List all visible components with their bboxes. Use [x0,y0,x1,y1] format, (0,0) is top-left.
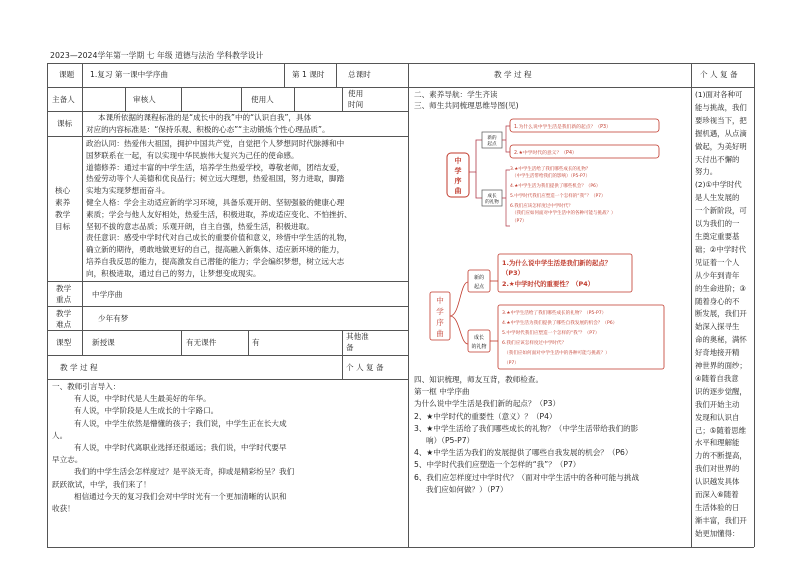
document-title: 2023—2024学年第一学期 七 年级 道德与法治 学科教学设计 [50,51,264,60]
map1-center-ch3: 序 [454,177,462,185]
map1-item5: 5.中学时代我们应塑造一个怎样的“我”？（P7） [510,194,606,199]
map1-center-ch4: 曲 [454,187,462,195]
map2-item2c: 5.中学时代我们应塑造一个怎样的“我”？（P7） [502,331,600,336]
map1-item4: 4.★中学生活为我们提供了哪些机会？（P6） [510,184,601,189]
process-header: 教 学 过 程 [494,70,532,79]
bottom-process-header: 教 学 过 程 [60,363,98,372]
course-type-label: 课型 [56,338,72,347]
intro-title: 一、教师引言导入： [52,382,121,391]
map1-branch2-b: 的礼物 [485,200,499,205]
personal-notes: (1)面对各种可 能与挑战，我们 要珍视当下，把 握机遇，从点滴 做起，为美好明 天付出不懈的 努力。 (2)①中学时代 是人生发展的 一个新阶段，可 以为我们的一 生奠定重要基 础；②中学时代 见证着一个人 从少年到青年 的生命进阶；③ 随着身心的不 断发展，我们开 始深入探寻生 命的奥秘，满怀 好奇地接开精 神世界的面纱； ④随着自我意 识的逐步觉醒， 我们开始主动 发现和认识自 己；⑤随着思维 水平和理解能 力的不断提高， 我们对世界的 认识越发具体 而深入⑥随着 生活体验的日 渐丰富，我们开 始更加懂得： [695,90,747,538]
map2-item1b: （P3） [502,269,524,277]
map2-branch2-b: 的礼物 [471,344,487,350]
map1-branch2-a: 成长 [487,194,497,199]
map1-item6c: （P7） [512,219,527,224]
other-prep-label-1: 其他准 [346,332,369,341]
map2-item1c: 2.★中学时代的重要性？（P4） [502,280,595,288]
map1-center-ch1: 中 [454,157,462,165]
intro-section: 一、教师引言导入： 有人说，中学时代是人生最美好的年华。 有人说，中学阶段是人生成长的十字路口。 有人说，中学生依然是懵懂的孩子；我们说，中学生正在长大成 人。 有人说，中学时代离职业选择还很遥远；我们说，中学时代要早 早立志。 我们的中学生活会怎样度过？是平淡无奇，抑或是精彩纷呈？我们 跃跃欲试，中学，我们来了！ 相信通过今天的复习我们会对中学时光有一个更加清晰的认识和 收获！ [52,382,295,514]
difficulty-label-1: 教学 [56,309,72,318]
map2-item2d: 6.我们应该怎样度过中学时代？ [502,341,567,346]
map2-center-ch1: 中 [436,296,444,305]
core-text: 政治认同：热爱伟大祖国，拥护中国共产党，自觉把个人梦想同时代脉搏和中 国梦联系在一起，有以实现中华民族伟大复兴为己任的使命感。 道德修养：通过丰富的中学生活，培养学生热爱学校，尊敬老师，团结友爱， 热爱劳动等个人美德和优良品行；树立远大理想，热爱祖国，努力进取，脚踏 实地为实现梦想而奋斗。 健全人格：学会主动适应新的学习环境，具备乐观开朗、坚韧强毅的健康心理 素质；学会与他人友好相处，热爱生活，积极进取，养成适应变化、不怕挫折、 坚韧不拔的意志品质；乐观开朗，自主自强，热爱生活，积极进取。 责任意识：感受中学时代对自己成长的重要价值和意义，珍惜中学生活的礼物， 确立新的期待，勇敢地做更好的自己，提高融入新集体、适应新环境的能力， 培养自我反思的能力，提高激发自己潜能的能力；学会编织梦想，树立远大志 向，积极进取，通过自己的努力，让梦想变成现实。 [86,139,352,278]
bottom-personal-header: 个 人 复 备 [346,363,384,372]
map2-item1a: 1.为什么说中学生活是我们新的起点？ [502,259,612,267]
map2-item2b: 4.★中学生活为我们提供了哪些自我发展的机会？（P6） [502,321,618,326]
courseware-value: 有 [252,338,260,347]
course-type-value: 新授课 [92,338,115,347]
topic-label: 课题 [59,70,75,79]
map2-item2f: （P7） [504,361,519,366]
map1-item2: 2.★中学时代的意义？（P4） [514,151,577,156]
preparer-label: 主备人 [52,95,75,104]
total-lessons-label: 总课时 [348,70,371,79]
reviewer-label: 审核人 [133,95,156,104]
lesson-count: 第 1 课时 [292,70,325,79]
map1-center-ch2: 学 [454,167,462,175]
difficulty-label-2: 难点 [56,320,72,329]
map2-item2a: 3.★中学生活给了我们哪些成长的礼物？（P5-P7） [502,311,607,316]
user-label: 使用人 [251,95,274,104]
standard-text: 本课所依据的课程标准的是“成长中的我”中的“认识自我”，具体 对应的内容标准是：“保持乐观、积极的心态”“主动锻炼个性心理品质”。 [86,113,330,134]
map1-item6b: （我们应如何面对中学生活中的各种可能与挑战？） [512,211,616,216]
map2-item2e: （我们应如何面对中学生活中的各种可能与挑战？） [504,351,610,356]
map1-item6a: 6.我们应该怎样度过中学时代？ [510,204,573,209]
mind-map-2 [428,248,674,372]
map1-item3b: （中学生活带给我们的影响）（P5-P7） [512,174,591,179]
core-label: 核心 素养 教学 目标 [55,186,71,231]
map2-branch1-b: 起点 [473,284,485,290]
other-prep-label-2: 备 [346,343,354,352]
map2-center-ch4: 曲 [436,329,444,338]
key-point-label-2: 重点 [56,295,72,304]
frame-title: 第一框 中学序曲 [414,387,470,397]
mind-map-1 [444,112,662,230]
personal-header: 个 人 复 备 [700,70,738,79]
map1-branch1-a: 新的 [487,136,497,141]
use-time-label-1: 使用 [348,89,364,98]
topic-value: 1.复习 第一课中学序曲 [90,70,169,79]
map2-center-ch3: 序 [436,318,444,327]
key-point-label-1: 教学 [56,284,72,293]
section-3-mindmap: 三、师生共同梳理思维导图(见) [414,101,519,110]
map1-item3a: 3.★中学生活给了我们哪些成长的礼物？ [510,167,591,172]
knowledge-review: 四、知识梳理，师友互背，教师检查。 第一框 中学序曲 为什么说中学生活是我们新的起点？（P3） 2、★中学时代的重要性（意义）？（P4） 3、★中学生活给了我们哪些成长的礼物？（中学生活带给我们的影 响）（P5-P7） 4、★中学生活为我们的发展提供了哪些自我发展的机会？（P6） 5、中学时代我们应塑造一个怎样的“我”？（P7） 6、我们应怎样度过中学时代？（面对中学生活中的各种可能与挑战 我们应如何做？）（P7） [414,375,640,494]
key-point-value: 中学序曲 [92,290,123,299]
map2-center-ch2: 学 [436,307,444,316]
section-2-literacy: 二、素养导航：学生齐读 [414,90,498,99]
use-time-label-2: 时间 [348,100,364,109]
section-4-title: 四、知识梳理，师友互背，教师检查。 [414,375,544,384]
difficulty-value: 少年有梦 [98,314,129,323]
map2-branch2-a: 成长 [473,335,485,341]
map1-item1: 1.为什么说中学生活是我们新的起点？（P3） [514,125,611,130]
courseware-label: 有无课件 [186,338,217,347]
map1-branch1-b: 起点 [487,142,497,147]
standard-label: 课标 [57,119,73,128]
map2-branch1-a: 新的 [473,275,485,281]
